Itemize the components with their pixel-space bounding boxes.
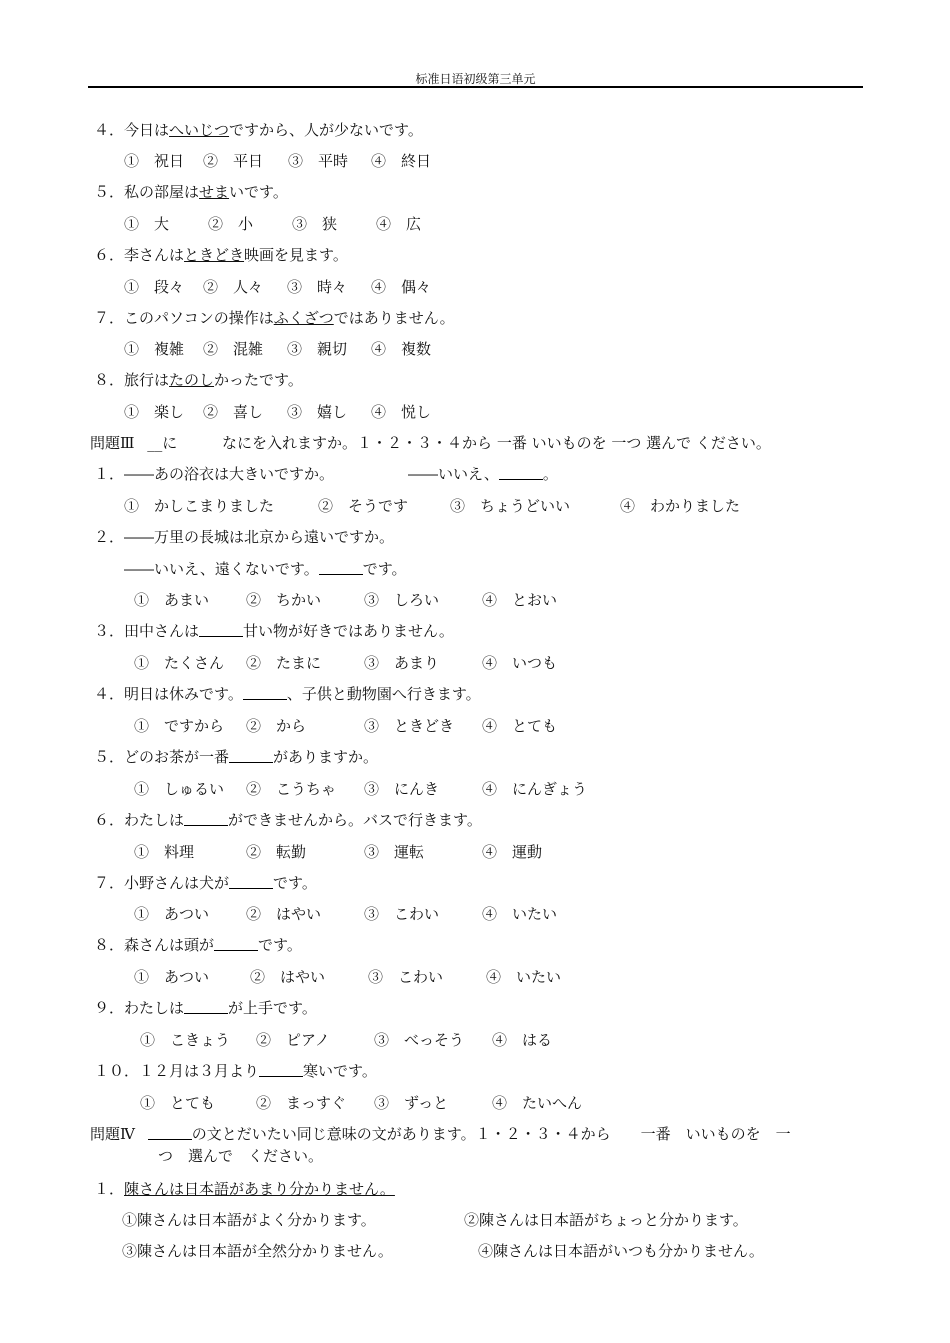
q-text: 映画を見ます。 [244,246,348,264]
section-4-heading [90,1124,791,1144]
q-text: が上手です。 [228,999,317,1017]
q-text: 森さんは頭が [124,936,215,954]
option-2: ② 人々 [203,278,264,296]
q-underlined: ときどき [184,246,245,264]
q-number: ５． [94,183,125,201]
q-underlined: ふくざつ [273,309,334,327]
option-2: ② こうちゃ [246,780,337,798]
q-text: ――いいえ、遠くないです。 [124,560,319,578]
option-4: ④ はる [492,1031,553,1049]
option-4: ④ 偶々 [371,278,432,296]
q-text: ではありません。 [333,309,455,327]
answer-blank [243,685,287,700]
option-3: ③ 嬉し [287,403,348,421]
option-2: ② 小 [208,215,254,233]
option-2: ② そうです [318,497,409,515]
q-number: ９． [94,999,125,1017]
s3-question-2-reply [124,559,407,579]
q-text: 甘い物が好きではありません。 [243,622,454,640]
option-4: ④ とおい [482,591,558,609]
option-3: ③ こわい [364,905,440,923]
question-8 [94,370,303,390]
option-4: ④ いたい [482,905,558,923]
option-3: ③ 平時 [288,152,349,170]
section-blank-marker: __に [147,434,178,452]
option-1: ① とても [140,1094,216,1112]
s3-question-3 [94,621,454,641]
option-4: ④ 広 [376,215,422,233]
option-3: ③ ちょうどいい [450,497,571,515]
q-underlined: たのし [169,371,215,389]
option-1: ① あまい [134,591,210,609]
q-text: です。 [362,560,407,578]
q-number: １． [94,1180,125,1198]
option-4: ④ 複数 [371,340,432,358]
q-text: このパソコンの操作は [124,309,274,327]
q-text: です。 [258,936,302,954]
section-title: 問題Ⅳ [90,1125,135,1143]
s3-question-1 [94,464,558,484]
option-4: ④ たいへん [492,1094,583,1112]
option-1: ① 大 [124,215,170,233]
option-3: ③ こわい [368,968,444,986]
option-2: ② はやい [246,905,322,923]
option-1: ① こきょう [140,1031,231,1049]
q-text: 寒いです。 [303,1062,377,1080]
answer-blank [259,1062,303,1077]
header-rule [88,86,863,88]
option-4: ④ 終日 [371,152,432,170]
q-text: 、子供と動物園へ行きます。 [286,685,481,703]
option-1: ① 楽し [124,403,185,421]
option-4: ④陳さんは日本語がいつも分かりません。 [478,1242,764,1260]
option-2: ②陳さんは日本語がちょっと分かります。 [464,1211,748,1229]
option-3: ③ 親切 [287,340,348,358]
s4-question-1 [94,1179,395,1199]
option-1: ① 複雑 [124,340,185,358]
q-text: わたしは [124,811,185,829]
s3-question-2 [94,527,394,547]
option-2: ② ちかい [246,591,322,609]
q-text: ですから、人が少ないです。 [229,121,423,139]
s3-question-9 [94,998,317,1018]
q-number: ７． [94,874,125,892]
option-4: ④ とても [482,717,558,735]
answer-blank [214,936,258,951]
page-header: 标准日语初级第三单元 [415,72,536,86]
q-underlined: 陳さんは日本語があまり分かりません。 [124,1180,395,1198]
answer-blank [184,811,228,826]
option-4: ④ 悦し [371,403,432,421]
q-text: がありますか。 [273,748,379,766]
q-text: ――いいえ、 [408,465,499,483]
option-2: ② 平日 [203,152,264,170]
question-7 [94,308,455,328]
option-1: ① たくさん [134,654,225,672]
option-1: ① あつい [134,905,210,923]
answer-blank [148,1125,192,1140]
option-3: ③ べっそう [374,1031,465,1049]
q-text: ――あの浴衣は大きいですか。 [124,465,335,483]
section-title: 問題Ⅲ [90,434,135,452]
q-number: １． [94,465,125,483]
option-1: ① しゅるい [134,780,225,798]
option-3: ③ 狭 [292,215,338,233]
option-3: ③ しろい [364,591,440,609]
answer-blank [319,560,363,575]
s3-question-4 [94,684,481,704]
option-2: ② 喜し [203,403,264,421]
option-4: ④ いつも [482,654,558,672]
answer-blank [184,999,228,1014]
q-number: ８． [94,371,125,389]
q-text: 田中さんは [124,622,200,640]
q-text: 私の部屋は [124,183,200,201]
option-1: ① 祝日 [124,152,185,170]
option-3: ③ 運転 [364,843,425,861]
s3-question-7 [94,873,317,893]
option-4: ④ わかりました [620,497,741,515]
q-number: ４． [94,121,125,139]
q-number: ６． [94,811,125,829]
q-underlined: へいじつ [169,121,230,139]
answer-blank [229,874,273,889]
option-2: ② ピアノ [256,1031,330,1049]
q-text: １２月は３月より [139,1062,260,1080]
option-4: ④ 運動 [482,843,543,861]
section-3-heading [90,433,771,453]
q-text: ができませんから。バスで行きます。 [228,811,482,829]
q-text: どのお茶が一番 [124,748,230,766]
option-1: ① あつい [134,968,210,986]
q-number: ５． [94,748,125,766]
q-text: かったです。 [214,371,303,389]
q-number: ２． [94,528,125,546]
s3-question-10 [94,1061,377,1081]
q-number: ４． [94,685,125,703]
q-text: 明日は休みです。 [124,685,243,703]
section-instruction: の文とだいたい同じ意味の文があります。１・２・３・４から 一番 いいものを 一 [191,1125,791,1143]
q-text: です。 [273,874,317,892]
question-4 [94,120,423,140]
option-3: ③ ずっと [374,1094,449,1112]
section-4-heading-cont: つ 選んで ください。 [158,1147,324,1165]
option-3: ③ あまり [364,654,440,672]
option-3: ③陳さんは日本語が全然分かりません。 [122,1242,393,1260]
q-number: ３． [94,622,125,640]
option-2: ② まっすぐ [256,1094,347,1112]
option-2: ② 混雑 [203,340,264,358]
q-text: ――万里の長城は北京から遠いですか。 [124,528,395,546]
option-3: ③ 時々 [287,278,348,296]
s3-question-6 [94,810,482,830]
option-1: ① 段々 [124,278,185,296]
q-text: 今日は [124,121,170,139]
q-text: 。 [542,465,558,483]
question-6 [94,245,348,265]
option-4: ④ いたい [486,968,562,986]
q-number: １０． [94,1062,140,1080]
q-number: ６． [94,246,125,264]
option-1: ① ですから [134,717,225,735]
section-instruction: なにを入れますか。１・２・３・４から 一番 いいものを 一つ 選んで ください。 [222,434,771,452]
option-2: ② はやい [250,968,326,986]
q-number: ８． [94,936,125,954]
s3-question-8 [94,935,302,955]
option-1: ① かしこまりました [124,497,275,515]
q-text: 小野さんは犬が [124,874,230,892]
q-underlined: せま [199,183,230,201]
answer-blank [199,622,243,637]
option-1: ①陳さんは日本語がよく分かります。 [122,1211,376,1229]
option-2: ② 転勤 [246,843,307,861]
q-text: 旅行は [124,371,170,389]
option-4: ④ にんぎょう [482,780,588,798]
answer-blank [499,465,543,480]
q-number: ７． [94,309,125,327]
s3-question-5 [94,747,378,767]
option-2: ② たまに [246,654,322,672]
option-3: ③ にんき [364,780,440,798]
q-text: わたしは [124,999,185,1017]
q-text: 李さんは [124,246,185,264]
option-2: ② から [246,717,307,735]
question-5 [94,182,288,202]
option-3: ③ ときどき [364,717,455,735]
option-1: ① 料理 [134,843,195,861]
answer-blank [229,748,273,763]
q-text: いです。 [229,183,288,201]
